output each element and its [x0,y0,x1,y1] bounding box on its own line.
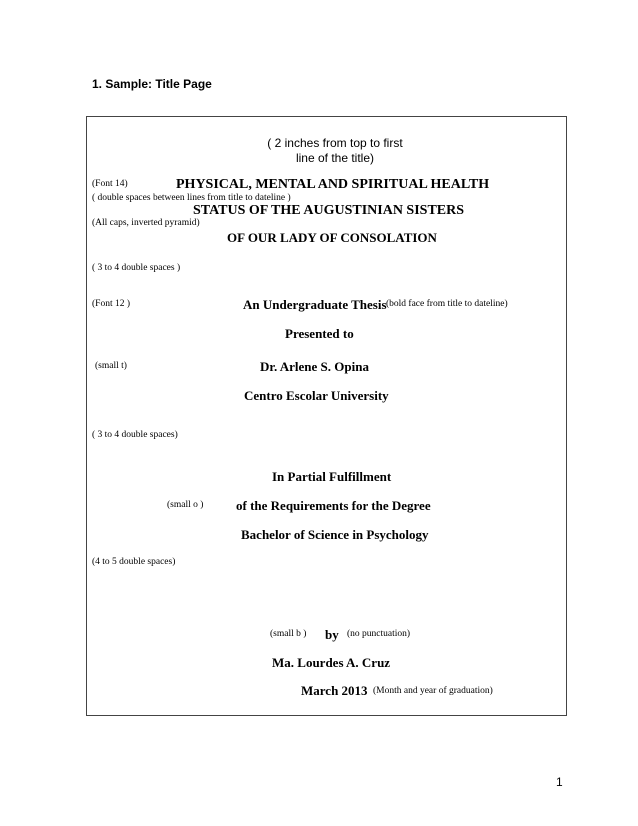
spacing-note-3: (4 to 5 double spaces) [92,557,176,567]
top-margin-note-line1: ( 2 inches from top to first [267,136,403,150]
university-name: Centro Escolar University [244,388,389,403]
author-name: Ma. Lourdes A. Cruz [272,655,391,670]
no-punctuation-note: (no punctuation) [347,629,411,639]
caps-note: (All caps, inverted pyramid) [92,218,200,228]
font14-note: (Font 14) [92,179,128,189]
degree-name: Bachelor of Science in Psychology [241,527,429,542]
thesis-title-line3: OF OUR LADY OF CONSOLATION [227,230,437,245]
small-t-note: (small t) [95,361,127,371]
partial-fulfillment: In Partial Fulfillment [272,469,392,484]
top-margin-note-line2: line of the title) [295,151,375,165]
by-label: by [325,627,339,642]
small-b-note: (small b ) [270,629,307,639]
thesis-title-line2: STATUS OF THE AUGUSTINIAN SISTERS [193,203,465,218]
thesis-type: An Undergraduate Thesis [243,297,387,312]
spacing-note-1: ( 3 to 4 double spaces ) [92,263,181,273]
graduation-date-note: (Month and year of graduation) [373,686,493,696]
spacing-note-2: ( 3 to 4 double spaces) [92,430,178,440]
small-o-note: (small o ) [167,500,204,510]
bold-face-note: (bold face from title to dateline) [386,299,508,309]
page-heading: 1. Sample: Title Page [92,77,212,91]
double-space-note: ( double spaces between lines from title to dateline ) [92,193,291,203]
graduation-date: March 2013 [301,683,368,698]
presented-to: Presented to [285,326,354,341]
degree-requirements: of the Requirements for the Degree [236,498,431,513]
thesis-title-line1: PHYSICAL, MENTAL AND SPIRITUAL HEALTH [176,177,490,192]
font12-note: (Font 12 ) [92,299,130,309]
page-number: 1 [556,775,563,789]
adviser-name: Dr. Arlene S. Opina [260,359,369,374]
